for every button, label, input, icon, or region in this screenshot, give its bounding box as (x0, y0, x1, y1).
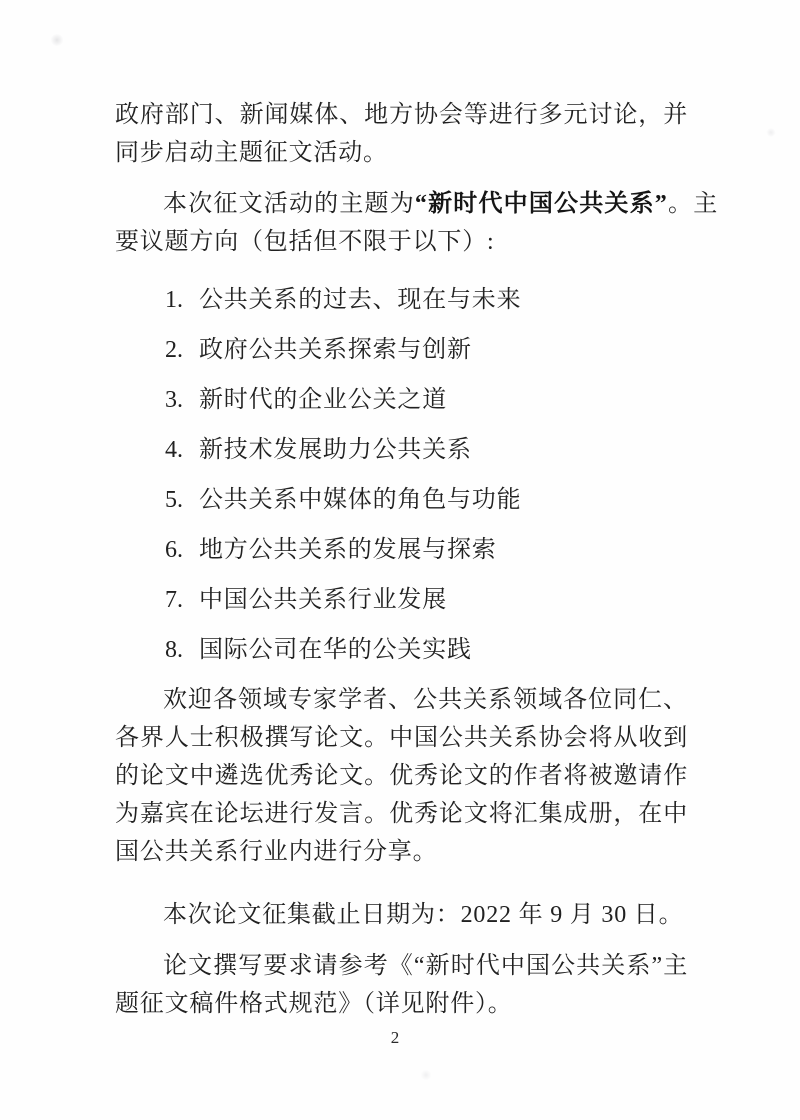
topic-number: 7. (165, 587, 183, 613)
topic-number: 3. (165, 387, 183, 413)
topic-text: 国际公司在华的公关实践 (199, 637, 472, 663)
topic-number: 6. (165, 537, 183, 563)
theme-title-bold: “新时代中国公共关系” (414, 191, 668, 217)
paragraph-theme (115, 185, 718, 261)
page-number: 2 (390, 1028, 400, 1047)
topic-list-item (165, 481, 688, 519)
topic-list-item (165, 281, 688, 319)
topic-list-item (165, 331, 688, 369)
topic-list-item (165, 631, 688, 669)
scan-artifact (50, 34, 64, 46)
paragraph-deadline: 本次论文征集截止日期为：2022 年 9 月 30 日。 (163, 902, 684, 928)
topic-list (115, 281, 688, 669)
topic-text: 公共关系中媒体的角色与功能 (199, 487, 522, 513)
document-body (115, 96, 718, 1036)
paragraph-intro-continuation: 政府部门、新闻媒体、地方协会等进行多元讨论，并同步启动主题征文活动。 (115, 102, 688, 166)
paragraph-welcome: 欢迎各领域专家学者、公共关系领域各位同仁、各界人士积极撰写论文。中国公共关系协会将从收到的论文中遴选优秀论文。优秀论文的作者将被邀请作为嘉宾在论坛进行发言。优秀论文将汇集成册，在中国公共关系行业内进行分享。 (115, 687, 688, 865)
topic-text: 新技术发展助力公共关系 (199, 437, 472, 463)
topic-number: 5. (165, 487, 183, 513)
scan-artifact (420, 1070, 432, 1080)
topic-text: 公共关系的过去、现在与未来 (199, 287, 522, 313)
topic-text: 新时代的企业公关之道 (199, 387, 447, 413)
topic-list-item (165, 431, 688, 469)
topic-number: 2. (165, 337, 183, 363)
topic-list-item (165, 381, 688, 419)
theme-text-before: 本次征文活动的主题为 (163, 191, 415, 217)
topic-text: 政府公共关系探索与创新 (199, 337, 472, 363)
topic-text: 中国公共关系行业发展 (199, 587, 447, 613)
scan-artifact (766, 128, 776, 137)
paragraph-format-reference: 论文撰写要求请参考《“新时代中国公共关系”主题征文稿件格式规范》（详见附件）。 (115, 953, 688, 1017)
topic-text: 地方公共关系的发展与探索 (199, 537, 497, 563)
topic-number: 4. (165, 437, 183, 463)
theme-text-after: 。主要议题方向（包括但不限于以下）: (115, 191, 718, 255)
topic-number: 1. (165, 287, 183, 313)
topic-list-item (165, 581, 688, 619)
topic-list-item (165, 531, 688, 569)
topic-number: 8. (165, 637, 183, 663)
